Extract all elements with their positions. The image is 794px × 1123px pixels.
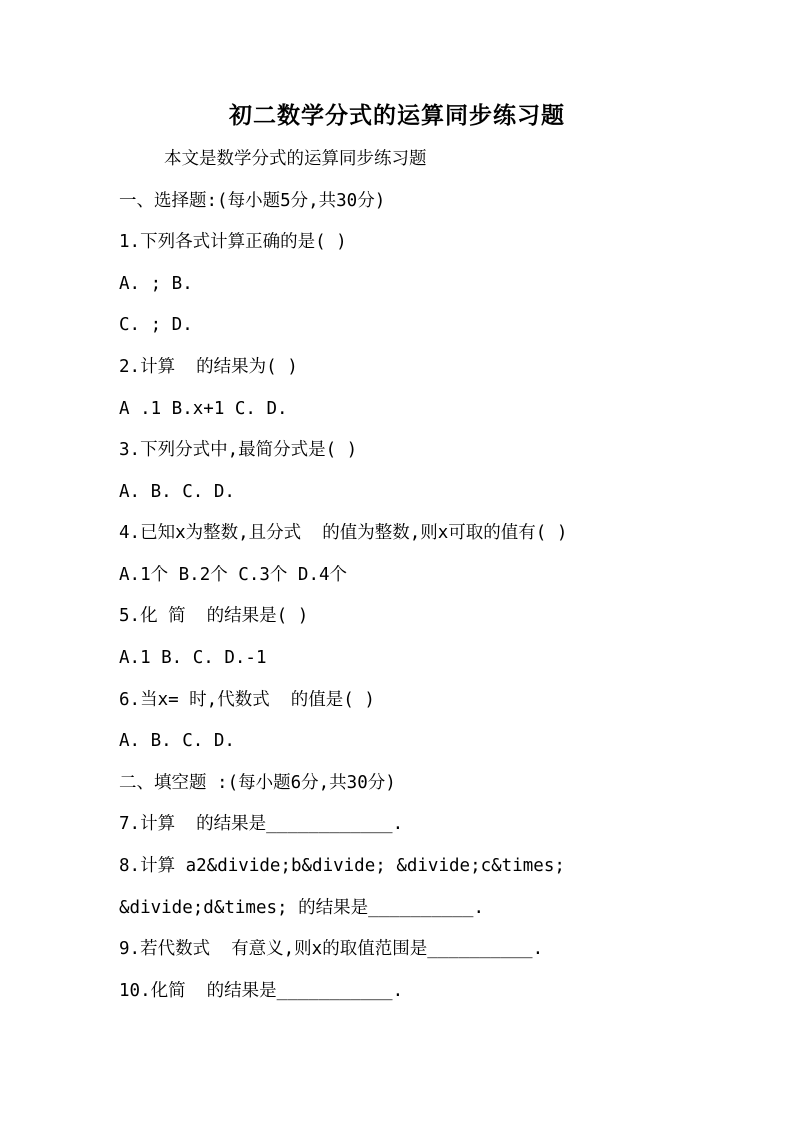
question-5-options: A.1 B. C. D.-1 xyxy=(119,648,267,668)
intro-line: 本文是数学分式的运算同步练习题 xyxy=(164,149,427,169)
question-3-options: A. B. C. D. xyxy=(119,482,235,502)
question-3: 3.下列分式中,最简分式是( ) xyxy=(119,440,358,460)
section-heading-choice: 一、选择题:(每小题5分,共30分) xyxy=(119,191,386,211)
question-8-part-2: &divide;d&times; 的结果是__________. xyxy=(119,898,485,918)
question-6-options: A. B. C. D. xyxy=(119,731,235,751)
question-8-part-1: 8.计算 a2&divide;b&divide; &divide;c&times; xyxy=(119,856,565,876)
question-4: 4.已知x为整数,且分式 的值为整数,则x可取的值有( ) xyxy=(119,523,568,543)
question-10: 10.化简 的结果是___________. xyxy=(119,981,404,1001)
section-heading-fill-in: 二、填空题 :(每小题6分,共30分) xyxy=(119,773,396,793)
question-4-options: A.1个 B.2个 C.3个 D.4个 xyxy=(119,565,348,585)
question-6: 6.当x= 时,代数式 的值是( ) xyxy=(119,690,375,710)
question-2: 2.计算 的结果为( ) xyxy=(119,357,298,377)
question-1-options-cd: C. ; D. xyxy=(119,315,193,335)
question-5: 5.化 简 的结果是( ) xyxy=(119,606,309,626)
question-1-options-ab: A. ; B. xyxy=(119,274,193,294)
question-1: 1.下列各式计算正确的是( ) xyxy=(119,232,347,252)
question-7: 7.计算 的结果是____________. xyxy=(119,814,404,834)
question-2-options: A .1 B.x+1 C. D. xyxy=(119,399,288,419)
question-9: 9.若代数式 有意义,则x的取值范围是__________. xyxy=(119,939,544,959)
document-title: 初二数学分式的运算同步练习题 xyxy=(229,102,565,129)
